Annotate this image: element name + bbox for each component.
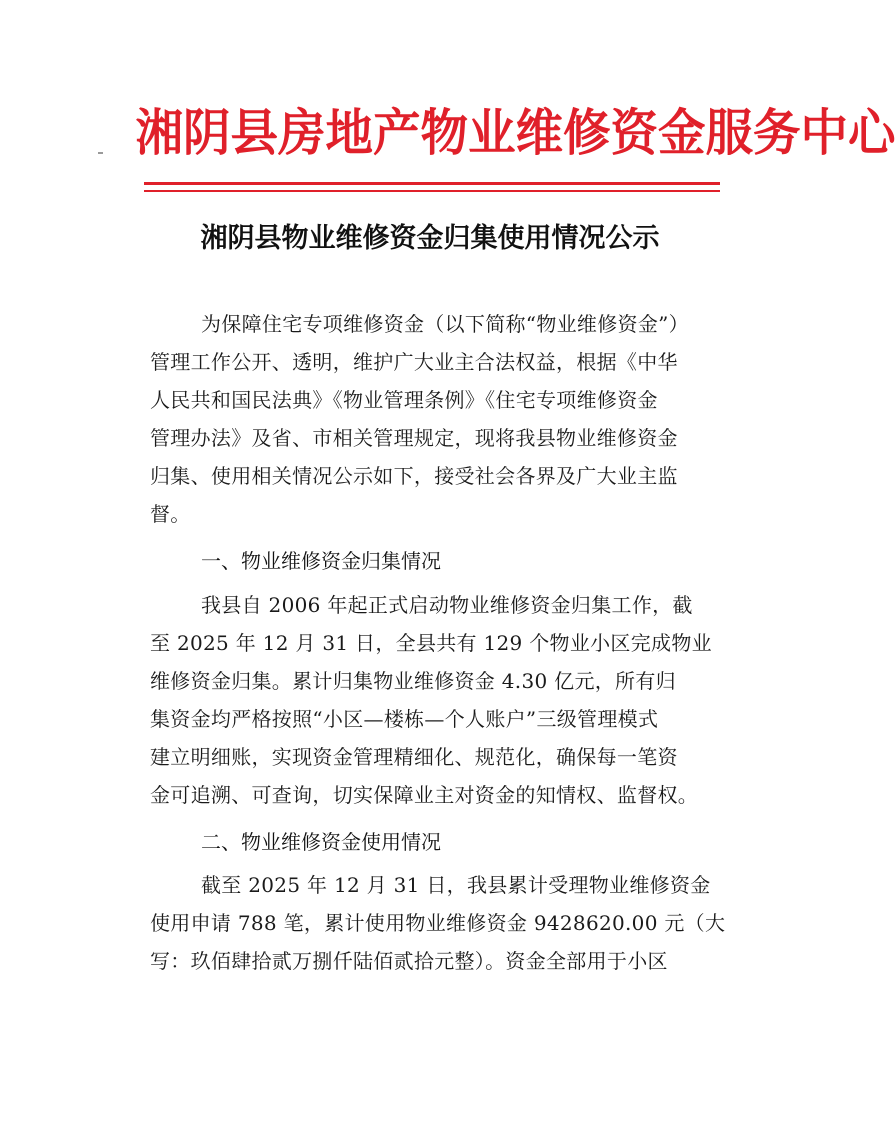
intro-line: 管理工作公开、透明，维护广大业主合法权益，根据《中华 xyxy=(150,350,678,374)
section2-line: 使用申请 788 笔，累计使用物业维修资金 9428620.00 元（大 xyxy=(150,911,726,935)
section2-line: 截至 2025 年 12 月 31 日，我县累计受理物业维修资金 xyxy=(201,873,711,897)
intro-line: 人民共和国民法典》《物业管理条例》《住宅专项维修资金 xyxy=(150,388,658,412)
intro-line: 为保障住宅专项维修资金（以下简称“物业维修资金”） xyxy=(201,312,689,336)
section-heading: 二、物业维修资金使用情况 xyxy=(201,830,441,854)
section1-line: 维修资金归集。累计归集物业维修资金 4.30 亿元，所有归 xyxy=(150,669,676,693)
letterhead-rule-thick xyxy=(144,182,720,185)
scan-speck xyxy=(98,152,103,154)
letterhead-rule-thin xyxy=(144,190,720,192)
intro-line: 督。 xyxy=(150,502,191,526)
intro-line: 归集、使用相关情况公示如下，接受社会各界及广大业主监 xyxy=(150,464,678,488)
intro-line: 管理办法》及省、市相关管理规定，现将我县物业维修资金 xyxy=(150,426,678,450)
section1-line: 建立明细账，实现资金管理精细化、规范化，确保每一笔资 xyxy=(150,745,678,769)
section1-line: 集资金均严格按照“小区—楼栋—个人账户”三级管理模式 xyxy=(150,707,659,731)
document-title: 湘阴县物业维修资金归集使用情况公示 xyxy=(200,223,660,254)
section1-line: 我县自 2006 年起正式启动物业维修资金归集工作，截 xyxy=(201,593,693,617)
section1-line: 金可追溯、可查询，切实保障业主对资金的知情权、监督权。 xyxy=(150,783,699,807)
section2-line: 写：玖佰肆拾贰万捌仟陆佰贰拾元整）。资金全部用于小区 xyxy=(150,949,668,973)
section-heading: 一、物业维修资金归集情况 xyxy=(201,549,441,573)
section1-line: 至 2025 年 12 月 31 日，全县共有 129 个物业小区完成物业 xyxy=(150,631,712,655)
letterhead-org-name: 湘阴县房地产物业维修资金服务中心 xyxy=(135,104,896,162)
